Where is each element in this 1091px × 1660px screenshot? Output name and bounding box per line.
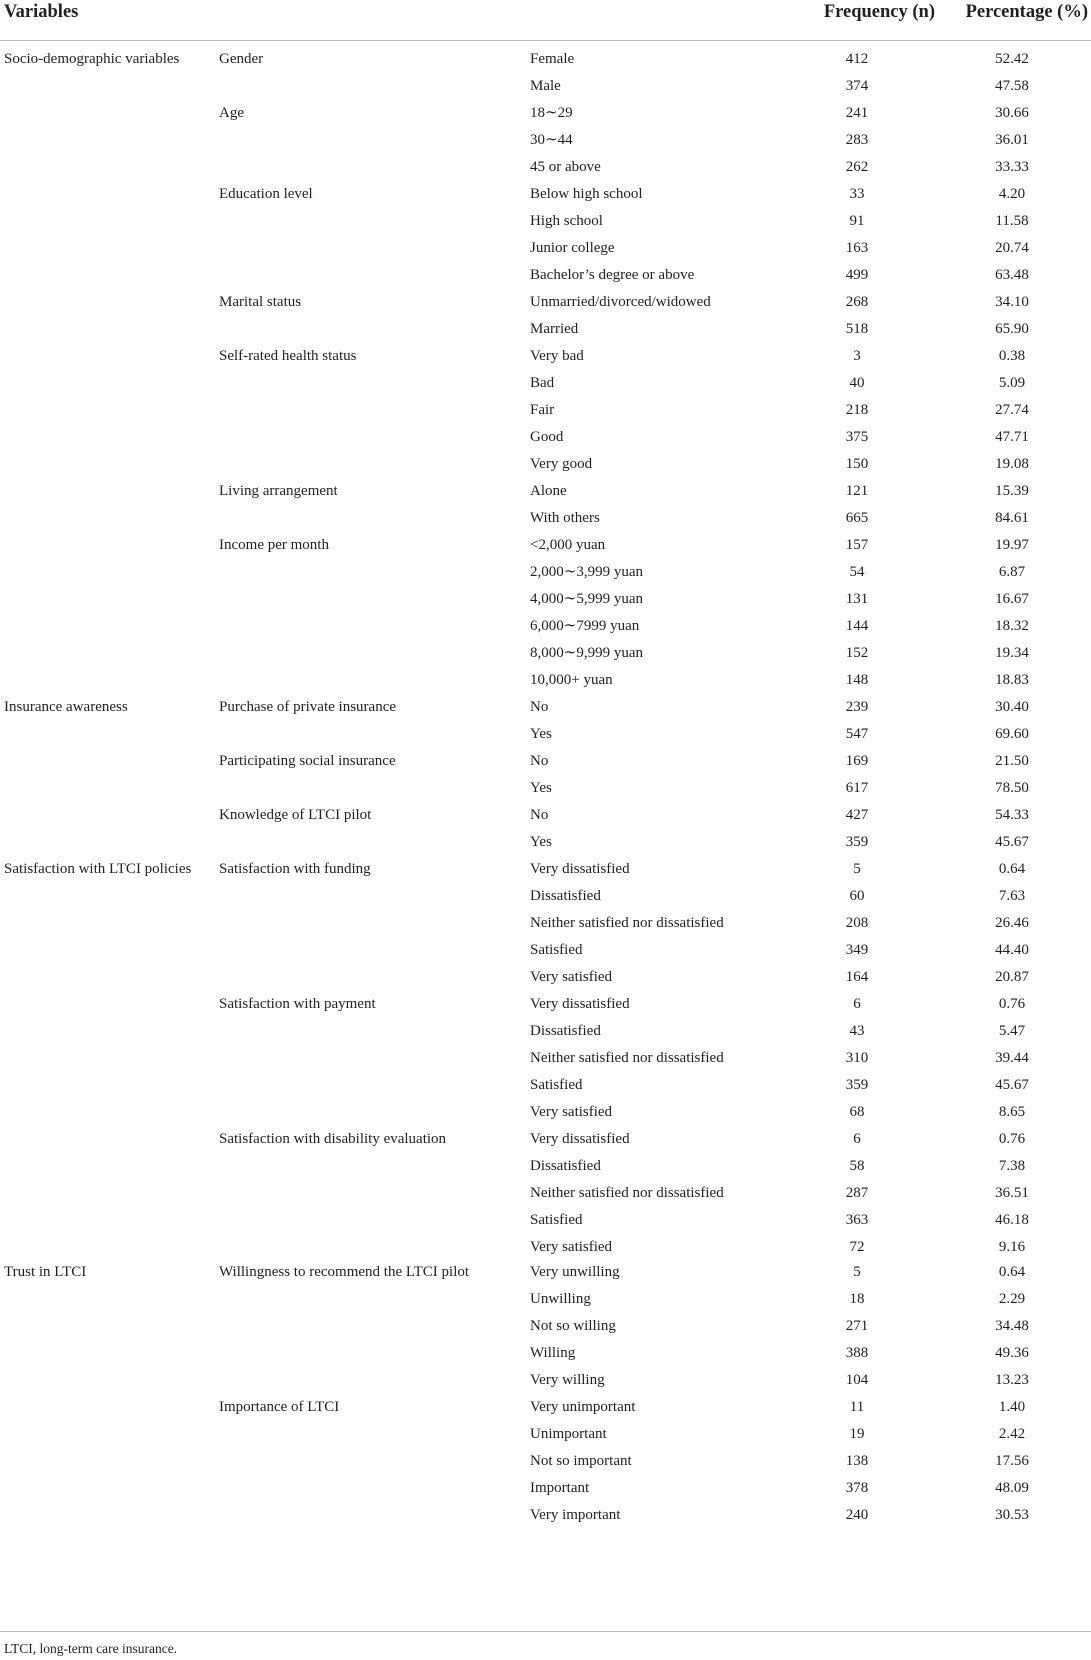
table-row [0,1289,1091,1316]
row-percentage: 2.42 [998,1426,1026,1442]
row-frequency: 518 [845,321,869,337]
row-option: Unmarried/divorced/widowed [530,294,711,310]
row-percentage: 36.51 [995,1185,1029,1201]
row-option: Very satisfied [530,969,613,985]
header-variables: Variables [4,2,79,22]
row-option: Married [530,321,579,337]
row-frequency: 163 [845,240,869,256]
row-frequency: 104 [845,1372,869,1388]
row-option: Very unimportant [530,1399,636,1415]
row-frequency: 148 [845,672,869,688]
row-option: Very satisfied [530,1104,613,1120]
row-variable: Satisfaction with payment [219,996,376,1012]
row-option: Very good [530,456,593,472]
row-variable: Education level [219,186,313,202]
row-frequency: 6 [853,1131,861,1147]
row-frequency: 239 [845,699,869,715]
row-frequency: 359 [845,1077,869,1093]
row-option: 2,000∼3,999 yuan [530,564,643,580]
table-row [0,400,1091,427]
header-rule [0,40,1091,41]
row-frequency: 131 [845,591,869,607]
table-row [0,1102,1091,1129]
row-percentage: 20.74 [995,240,1029,256]
row-option: Yes [530,726,552,742]
row-frequency: 60 [849,888,865,904]
row-option: Alone [530,483,567,499]
table-row [0,724,1091,751]
row-option: Below high school [530,186,643,202]
table-body [0,49,1091,1532]
row-frequency: 363 [845,1212,869,1228]
row-percentage: 5.47 [998,1023,1026,1039]
row-percentage: 27.74 [995,402,1029,418]
table-row [0,670,1091,697]
row-option: No [530,699,549,715]
row-percentage: 21.50 [995,753,1029,769]
row-option: 18∼29 [530,105,573,121]
row-option: No [530,807,549,823]
row-option: Female [530,51,575,67]
table-row [0,103,1091,130]
row-option: Male [530,78,561,94]
row-frequency: 164 [845,969,869,985]
row-option: Neither satisfied nor dissatisfied [530,1185,724,1201]
row-percentage: 2.29 [998,1291,1026,1307]
row-frequency: 375 [845,429,869,445]
row-option: Very bad [530,348,584,364]
row-frequency: 11 [849,1399,865,1415]
row-frequency: 349 [845,942,869,958]
row-percentage: 0.64 [998,1264,1026,1280]
table-row [0,211,1091,238]
row-variable: Self-rated health status [219,348,357,364]
row-frequency: 240 [845,1507,869,1523]
row-percentage: 49.36 [995,1345,1029,1361]
row-option: Very dissatisfied [530,861,630,877]
row-percentage: 47.71 [995,429,1029,445]
row-option: Unimportant [530,1426,607,1442]
row-frequency: 208 [845,915,869,931]
row-frequency: 5 [853,1264,861,1280]
row-frequency: 121 [845,483,869,499]
row-option: Very dissatisfied [530,996,630,1012]
row-frequency: 19 [849,1426,865,1442]
row-option: Willing [530,1345,576,1361]
row-percentage: 0.64 [998,861,1026,877]
row-percentage: 39.44 [995,1050,1029,1066]
row-frequency: 617 [845,780,869,796]
row-frequency: 271 [845,1318,869,1334]
row-percentage: 11.58 [995,213,1029,229]
row-percentage: 0.76 [998,1131,1026,1147]
row-percentage: 5.09 [998,375,1026,391]
table-row [0,643,1091,670]
table-row [0,994,1091,1021]
row-frequency: 6 [853,996,861,1012]
row-percentage: 33.33 [995,159,1029,175]
table-row [0,697,1091,724]
row-frequency: 91 [849,213,865,229]
table-row [0,1262,1091,1289]
row-percentage: 13.23 [995,1372,1029,1388]
table-row [0,76,1091,103]
table-row [0,1210,1091,1237]
row-percentage: 44.40 [995,942,1029,958]
row-frequency: 58 [849,1158,865,1174]
table-row [0,562,1091,589]
table-row [0,1129,1091,1156]
row-percentage: 63.48 [995,267,1029,283]
table-row [0,265,1091,292]
table-row [0,778,1091,805]
row-option: 30∼44 [530,132,573,148]
row-option: 4,000∼5,999 yuan [530,591,643,607]
row-option: Very satisfied [530,1239,613,1255]
table-row [0,913,1091,940]
row-option: Yes [530,780,552,796]
row-percentage: 47.58 [995,78,1029,94]
table-row [0,967,1091,994]
row-frequency: 152 [845,645,869,661]
row-variable: Living arrangement [219,483,338,499]
footer-rule [0,1631,1091,1632]
row-percentage: 45.67 [995,1077,1029,1093]
row-frequency: 33 [849,186,865,202]
row-percentage: 8.65 [998,1104,1026,1120]
row-percentage: 7.38 [998,1158,1026,1174]
table-row [0,130,1091,157]
row-percentage: 30.40 [995,699,1029,715]
row-option: Not so willing [530,1318,616,1334]
row-option: Satisfied [530,1212,583,1228]
row-variable: Age [219,105,244,121]
table-row [0,859,1091,886]
row-category: Satisfaction with LTCI policies [4,861,192,877]
table-row [0,157,1091,184]
table-row [0,1451,1091,1478]
row-variable: Marital status [219,294,302,310]
row-frequency: 283 [845,132,869,148]
row-option: Satisfied [530,1077,583,1093]
row-percentage: 69.60 [995,726,1029,742]
row-frequency: 40 [849,375,865,391]
row-option: Unwilling [530,1291,591,1307]
row-variable: Importance of LTCI [219,1399,340,1415]
row-variable: Willingness to recommend the LTCI pilot [219,1264,470,1280]
row-option: Yes [530,834,552,850]
row-variable: Satisfaction with funding [219,861,371,877]
row-variable: Income per month [219,537,329,553]
row-category: Trust in LTCI [4,1264,87,1280]
row-option: Neither satisfied nor dissatisfied [530,915,724,931]
row-option: Very dissatisfied [530,1131,630,1147]
row-option: Satisfied [530,942,583,958]
row-percentage: 16.67 [995,591,1029,607]
row-frequency: 499 [845,267,869,283]
table-row [0,346,1091,373]
row-frequency: 43 [849,1023,865,1039]
row-percentage: 6.87 [998,564,1026,580]
row-frequency: 310 [845,1050,869,1066]
row-frequency: 374 [845,78,869,94]
row-option: Very important [530,1507,621,1523]
table-row [0,1316,1091,1343]
row-percentage: 17.56 [995,1453,1029,1469]
table-row [0,1183,1091,1210]
row-percentage: 78.50 [995,780,1029,796]
row-frequency: 138 [845,1453,869,1469]
row-option: High school [530,213,603,229]
table-row [0,1397,1091,1424]
row-frequency: 412 [845,51,869,67]
row-percentage: 52.42 [995,51,1029,67]
table-row [0,589,1091,616]
table-row [0,751,1091,778]
row-frequency: 18 [849,1291,865,1307]
row-percentage: 15.39 [995,483,1029,499]
table-row [0,1505,1091,1532]
table-row [0,481,1091,508]
row-frequency: 157 [845,537,869,553]
header-frequency: Frequency (n) [823,2,935,22]
row-frequency: 169 [845,753,869,769]
table-row [0,238,1091,265]
table-row [0,832,1091,859]
row-frequency: 268 [845,294,869,310]
table-row [0,1021,1091,1048]
table-row [0,454,1091,481]
row-option: Not so important [530,1453,632,1469]
table-row [0,940,1091,967]
row-option: <2,000 yuan [530,537,606,553]
row-option: Very unwilling [530,1264,620,1280]
table-row [0,184,1091,211]
row-percentage: 18.83 [995,672,1029,688]
row-frequency: 144 [845,618,869,634]
table-row [0,427,1091,454]
row-option: With others [530,510,600,526]
row-frequency: 665 [845,510,869,526]
row-option: 6,000∼7999 yuan [530,618,640,634]
row-option: Neither satisfied nor dissatisfied [530,1050,724,1066]
row-frequency: 287 [845,1185,869,1201]
row-percentage: 20.87 [995,969,1029,985]
row-option: 45 or above [530,159,601,175]
row-frequency: 3 [853,348,861,364]
table-row [0,1343,1091,1370]
row-frequency: 72 [849,1239,865,1255]
row-percentage: 19.08 [995,456,1029,472]
table-row [0,1424,1091,1451]
row-frequency: 54 [849,564,865,580]
row-percentage: 0.76 [998,996,1026,1012]
table-row [0,1237,1091,1262]
row-frequency: 359 [845,834,869,850]
row-option: Junior college [530,240,615,256]
row-option: 10,000+ yuan [530,672,613,688]
row-percentage: 26.46 [995,915,1029,931]
row-option: Bad [530,375,555,391]
row-variable: Satisfaction with disability evaluation [219,1131,447,1147]
table-row [0,616,1091,643]
table-row [0,319,1091,346]
row-frequency: 388 [845,1345,869,1361]
table-footnote: LTCI, long-term care insurance. [4,1641,178,1656]
row-variable: Purchase of private insurance [219,699,397,715]
row-percentage: 65.90 [995,321,1029,337]
row-percentage: 34.48 [995,1318,1029,1334]
row-option: Fair [530,402,555,418]
row-frequency: 68 [849,1104,865,1120]
row-percentage: 34.10 [995,294,1029,310]
table-row [0,508,1091,535]
row-frequency: 547 [845,726,869,742]
table-row [0,1075,1091,1102]
row-option: Good [530,429,564,445]
row-option: Dissatisfied [530,1158,601,1174]
row-option: Important [530,1480,590,1496]
row-percentage: 7.63 [998,888,1026,904]
row-percentage: 30.53 [995,1507,1029,1523]
row-category: Socio-demographic variables [4,51,180,67]
row-frequency: 150 [845,456,869,472]
table-row [0,373,1091,400]
table-row [0,1370,1091,1397]
row-percentage: 54.33 [995,807,1029,823]
row-category: Insurance awareness [4,699,128,715]
table-row [0,1156,1091,1183]
row-percentage: 0.38 [998,348,1026,364]
row-option: Dissatisfied [530,1023,601,1039]
table-row [0,49,1091,76]
row-variable: Knowledge of LTCI pilot [219,807,372,823]
row-percentage: 30.66 [995,105,1029,121]
table-row [0,1478,1091,1505]
row-option: Very willing [530,1372,605,1388]
row-variable: Gender [219,51,264,67]
row-percentage: 36.01 [995,132,1029,148]
row-frequency: 262 [845,159,869,175]
row-percentage: 46.18 [995,1212,1029,1228]
row-frequency: 218 [845,402,869,418]
row-percentage: 18.32 [995,618,1029,634]
row-percentage: 48.09 [995,1480,1029,1496]
table-row [0,1048,1091,1075]
header-percentage: Percentage (%) [965,2,1088,22]
row-frequency: 5 [853,861,861,877]
row-percentage: 84.61 [995,510,1029,526]
row-frequency: 427 [845,807,869,823]
row-percentage: 9.16 [998,1239,1026,1255]
table-row [0,805,1091,832]
row-option: 8,000∼9,999 yuan [530,645,643,661]
row-frequency: 378 [845,1480,869,1496]
row-frequency: 241 [845,105,869,121]
row-option: No [530,753,549,769]
row-option: Bachelor’s degree or above [530,267,695,283]
row-percentage: 1.40 [998,1399,1026,1415]
table-row [0,535,1091,562]
row-percentage: 19.34 [995,645,1029,661]
table-row [0,886,1091,913]
row-option: Dissatisfied [530,888,601,904]
row-percentage: 45.67 [995,834,1029,850]
row-percentage: 4.20 [998,186,1026,202]
row-variable: Participating social insurance [219,753,396,769]
row-percentage: 19.97 [995,537,1029,553]
table-row [0,292,1091,319]
